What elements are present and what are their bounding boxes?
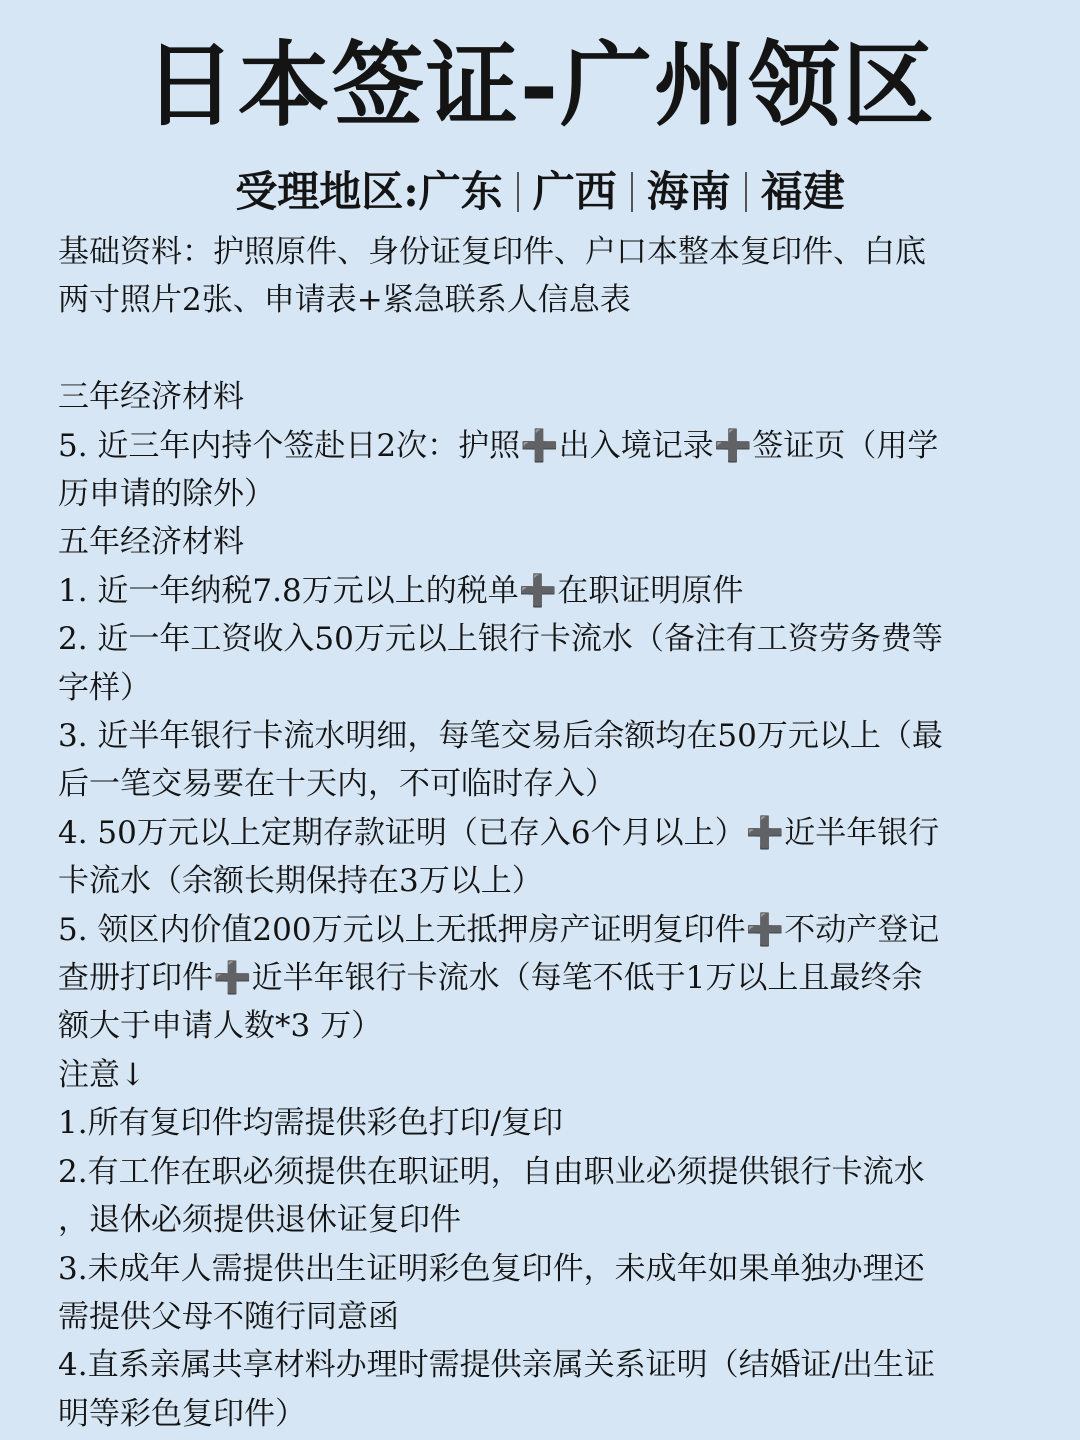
five-year-item-1: 1. 近一年纳税7.8万元以上的税单➕在职证明原件 xyxy=(58,572,744,609)
five-year-item-4: 4. 50万元以上定期存款证明（已存入6个月以上）➕近半年银行 xyxy=(58,814,940,851)
five-year-item-3: 3. 近半年银行卡流水明细，每笔交易后余额均在50万元以上（最 xyxy=(58,718,943,755)
notes-heading: 注意↓ xyxy=(58,1056,146,1093)
five-year-item-5-cont: 查册打印件➕近半年银行卡流水（每笔不低于1万以上且最终余 xyxy=(58,960,923,997)
five-year-item-4-cont: 卡流水（余额长期保持在3万以上） xyxy=(58,863,543,900)
note-2: 2.有工作在职必须提供在职证明，自由职业必须提供银行卡流水 xyxy=(58,1153,925,1190)
regions-prefix: 受理地区: xyxy=(235,167,419,216)
five-year-item-2: 2. 近一年工资收入50万元以上银行卡流水（备注有工资劳务费等 xyxy=(58,621,943,658)
five-year-heading: 五年经济材料 xyxy=(58,524,244,561)
note-4-cont: 明等彩色复印件） xyxy=(58,1395,306,1432)
service-regions xyxy=(58,164,1022,220)
five-year-item-5: 5. 领区内价值200万元以上无抵押房产证明复印件➕不动产登记 xyxy=(58,911,940,948)
region-separator xyxy=(517,172,519,212)
three-year-heading: 三年经济材料 xyxy=(58,379,244,416)
note-2-cont: ，退休必须提供退休证复印件 xyxy=(58,1202,461,1239)
region-separator xyxy=(631,172,633,212)
note-1: 1.所有复印件均需提供彩色打印/复印 xyxy=(58,1105,564,1142)
five-year-item-5-cont: 额大于申请人数*3 万） xyxy=(58,1008,383,1045)
region-separator xyxy=(745,172,747,212)
content-body xyxy=(58,228,1022,1438)
three-year-item-5: 5. 近三年内持个签赴日2次：护照➕出入境记录➕签证页（用学 xyxy=(58,427,939,464)
note-3: 3.未成年人需提供出生证明彩色复印件，未成年如果单独办理还 xyxy=(58,1250,925,1287)
five-year-item-3-cont: 后一笔交易要在十天内，不可临时存入） xyxy=(58,766,616,803)
spacer xyxy=(58,325,1022,373)
region-guangdong: 广东 xyxy=(418,167,503,216)
region-hainan: 海南 xyxy=(646,167,731,216)
note-3-cont: 需提供父母不随行同意函 xyxy=(58,1298,399,1335)
note-4: 4.直系亲属共享材料办理时需提供亲属关系证明（结婚证/出生证 xyxy=(58,1347,936,1384)
region-guangxi: 广西 xyxy=(532,167,617,216)
basic-materials-line: 两寸照片2张、申请表+紧急联系人信息表 xyxy=(58,282,631,319)
three-year-item-5-cont: 历申请的除外） xyxy=(58,476,275,513)
region-fujian: 福建 xyxy=(760,167,845,216)
page-title: 日本签证-广州领区 xyxy=(143,31,937,139)
five-year-item-2-cont: 字样） xyxy=(58,669,151,706)
basic-materials-line: 基础资料：护照原件、身份证复印件、户口本整本复印件、白底 xyxy=(58,234,926,270)
